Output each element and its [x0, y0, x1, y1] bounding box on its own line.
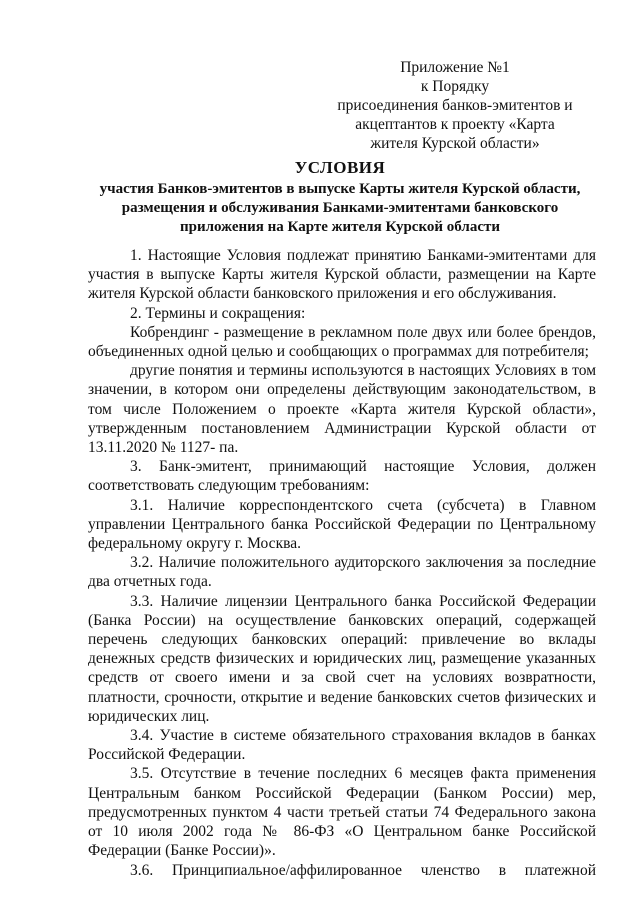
- paragraph-3-6: 3.6. Принципиальное/аффилированное членство в платежной: [130, 861, 596, 879]
- paragraph-3: 3. Банк-эмитент, принимающий настоящие Условия, должен соответствовать следующим требованиям:: [88, 458, 596, 495]
- paragraph-1: 1. Настоящие Условия подлежат принятию Банками-эмитентами для участия в выпуске Карты жителя Курской области, размещении на Карте жителя Курской области банковского приложения и его обслуживания.: [88, 247, 596, 303]
- subtitle-line-2: размещения и обслуживания Банками-эмитентами банковского: [121, 200, 559, 216]
- paragraph-3-4: 3.4. Участие в системе обязательного страхования вкладов в банках Российской Федерации.: [88, 727, 596, 764]
- paragraph-3-5: 3.5. Отсутствие в течение последних 6 месяцев факта применения Центральным банком Российской Федерации (Банком России) мер, предусмотренных пунктом 4 части третьей статьи 74 Федерального закона от 10 июля 2002 года № 86-ФЗ «О Центральном банке Российской Федерации (Банке России)».: [88, 765, 596, 860]
- appendix-line-3: присоединения банков-эмитентов и: [337, 97, 573, 114]
- appendix-line-1: Приложение №1: [400, 59, 510, 76]
- subtitle-line-3: приложения на Карте жителя Курской области: [179, 219, 501, 235]
- paragraph-2: 2. Термины и сокращения:: [130, 304, 306, 322]
- document-body: [88, 246, 596, 880]
- paragraph-other-terms: другие понятия и термины используются в настоящих Условиях в том значении, в котором они определены действующим законодательством, в том числе Положением о проекте «Карта жителя Курской области», утвержденным постановлением Администрации Курской области от 13.11.2020 № 1127- па.: [88, 362, 596, 457]
- document-title: УСЛОВИЯ: [294, 158, 386, 177]
- appendix-line-4: акцептантов к проекту «Карта: [355, 116, 555, 133]
- paragraph-3-2: 3.2. Наличие положительного аудиторского заключения за последние два отчетных года.: [88, 554, 596, 591]
- appendix-line-2: к Порядку: [420, 78, 490, 95]
- paragraph-3-3: 3.3. Наличие лицензии Центрального банка Российской Федерации (Банка России) на осуществление банковских операций, содержащей перечень следующих банковских операций: привлечение во вклады денежных средств физических и юридических лиц, размещение указанных средств от своего имени и за свой счет на условиях возвратности, платности, срочности, открытие и ведение банковских счетов физических и юридических лиц.: [88, 592, 596, 725]
- term-cobranding: Кобрендинг -: [130, 323, 219, 341]
- subtitle-line-1: участия Банков-эмитентов в выпуске Карты жителя Курской области,: [99, 181, 581, 197]
- paragraph-cobranding: [88, 323, 596, 361]
- appendix-header: [330, 58, 580, 153]
- appendix-line-5: жителя Курской области»: [370, 135, 540, 152]
- document-subtitle: [62, 180, 618, 237]
- paragraph-3-1: 3.1. Наличие корреспондентского счета (субсчета) в Главном управлении Центрального банка Российской Федерации по Центральному федеральному округу г. Москва.: [88, 496, 596, 553]
- term-cobranding-definition: размещение в рекламном поле двух или более брендов, объединенных одной целью и сообщающих о программах для потребителя;: [88, 323, 596, 361]
